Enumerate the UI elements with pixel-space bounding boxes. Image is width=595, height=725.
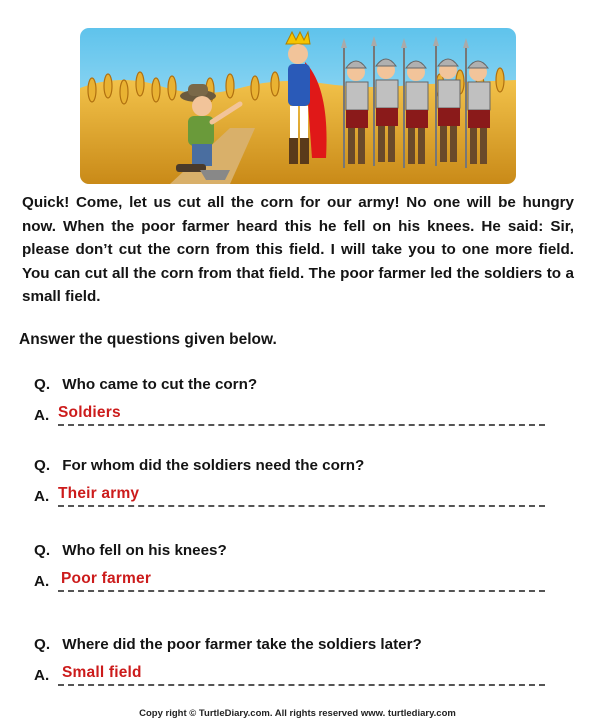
answer-text: Their army bbox=[58, 485, 140, 502]
question-label: Q. bbox=[34, 542, 51, 559]
question-text: Where did the poor farmer take the soldiers later? bbox=[62, 636, 422, 653]
question-4 bbox=[34, 636, 554, 658]
answer-line bbox=[58, 505, 545, 507]
question-block-4 bbox=[34, 636, 554, 688]
footer-copyright: Copy right © TurtleDiary.com. All rights reserved www. turtlediary.com bbox=[139, 708, 456, 719]
answer-row-4 bbox=[34, 664, 554, 688]
answer-line bbox=[58, 684, 545, 686]
question-3 bbox=[34, 542, 554, 564]
answer-label: A. bbox=[34, 667, 50, 684]
answer-line bbox=[58, 590, 545, 592]
answer-label: A. bbox=[34, 407, 50, 424]
answer-label: A. bbox=[34, 488, 50, 505]
question-label: Q. bbox=[34, 457, 51, 474]
question-2 bbox=[34, 457, 554, 479]
question-label: Q. bbox=[34, 376, 51, 393]
question-text: Who fell on his knees? bbox=[62, 542, 227, 559]
question-label: Q. bbox=[34, 636, 51, 653]
answer-row-2 bbox=[34, 485, 554, 509]
question-1 bbox=[34, 376, 554, 398]
question-block-2 bbox=[34, 457, 554, 509]
answer-label: A. bbox=[34, 573, 50, 590]
answer-row-1 bbox=[34, 404, 554, 428]
question-block-3 bbox=[34, 542, 554, 594]
story-passage: Quick! Come, let us cut all the corn for our army! No one will be hungry now. When the poor farmer heard this he fell on his knees. He said: Sir, please don’t cut the corn from this field. I will take you to one more field. You can cut all the corn from that field. The poor farmer led the soldiers to a small field. bbox=[22, 194, 574, 305]
answer-text: Poor farmer bbox=[61, 570, 152, 587]
story-illustration bbox=[80, 28, 516, 184]
answer-text: Small field bbox=[62, 664, 142, 681]
question-text: Who came to cut the corn? bbox=[62, 376, 258, 393]
answer-text: Soldiers bbox=[58, 404, 121, 421]
instruction-heading: Answer the questions given below. bbox=[19, 331, 277, 348]
answer-line bbox=[58, 424, 545, 426]
answer-row-3 bbox=[34, 570, 554, 594]
question-text: For whom did the soldiers need the corn? bbox=[62, 457, 365, 474]
question-block-1 bbox=[34, 376, 554, 428]
